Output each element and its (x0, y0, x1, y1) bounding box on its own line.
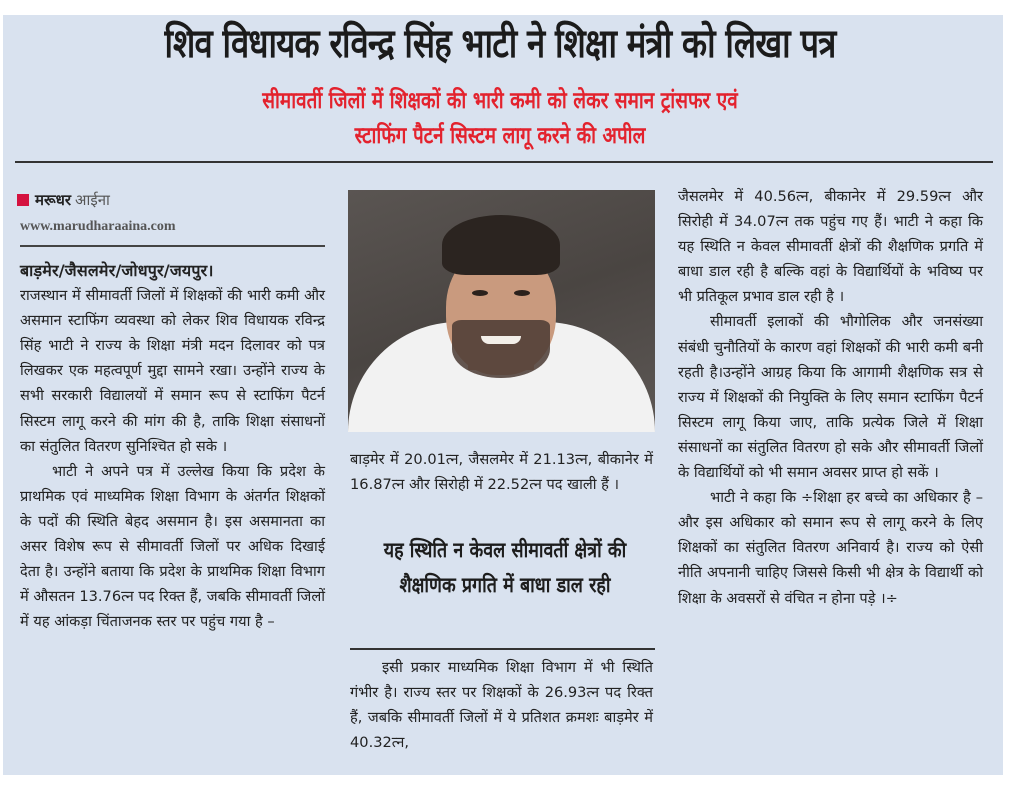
subheadline-line-1: सीमावर्ती जिलों में शिक्षकों की भारी कमी को लेकर समान ट्रांसफर एवं (262, 88, 738, 114)
right-column (678, 184, 983, 611)
middle-column-continued (350, 655, 653, 755)
paragraph: भाटी ने कहा कि ÷शिक्षा हर बच्चे का अधिकार है – और इस अधिकार को समान रूप से लागू करने के लिए शिक्षकों का संतुलित वितरण अनिवार्य है। राज्य को ऐसी नीति अपनानी चाहिए जिससे किसी भी क्षेत्र के विद्यार्थी को शिक्षा के अवसरों से वंचित न होना पड़े ।÷ (678, 489, 983, 607)
pull-quote: यह स्थिति न केवल सीमावर्ती क्षेत्रों की शैक्षणिक प्रगति में बाधा डाल रही (383, 538, 627, 597)
paragraph: राजस्थान में सीमावर्ती जिलों में शिक्षकों की भारी कमी और असमान स्टाफिंग व्यवस्था को लेकर शिव विधायक रविन्द्र सिंह भाटी ने राज्य के शिक्षा मंत्री मदन दिलावर को पत्र लिखकर एक महत्वपूर्ण मुद्दा सामने रखा। उन्होंने राज्य के सभी सरकारी विद्यालयों में समान रूप से स्टाफिंग पैटर्न सिस्टम लागू करने की मांग की है, ताकि शिक्षा संसाधनों का संतुलित वितरण सुनिश्चित हो सके । (20, 287, 325, 455)
portrait-photo (348, 190, 655, 432)
subheadline (90, 84, 910, 154)
left-column (20, 258, 325, 634)
beard-shape (452, 320, 550, 378)
brand-name-light: आईना (75, 191, 110, 209)
headline: शिव विधायक रविन्द्र सिंह भाटी ने शिक्षा मंत्री को लिखा पत्र (164, 21, 836, 67)
brand-byline (17, 190, 110, 210)
eye-shape (472, 290, 488, 296)
paragraph: इसी प्रकार माध्यमिक शिक्षा विभाग में भी स्थिति गंभीर है। राज्य स्तर पर शिक्षकों के 26.93त्न पद रिक्त हैं, जबकि सीमावर्ती जिलों में ये प्रतिशत क्रमशः बाड़मेर में 40.32त्न, (350, 659, 653, 752)
eye-shape (514, 290, 530, 296)
paragraph: भाटी ने अपने पत्र में उल्लेख किया कि प्रदेश के प्राथमिक एवं माध्यमिक शिक्षा विभाग के अंतर्गत शिक्षकों के पदों की स्थिति बेहद असमान है। इस असमानता का असर विशेष रूप से सीमावर्ती जिलों पर अधिक दिखाई देता है। उन्होंने बताया कि प्रदेश के प्राथमिक शिक्षा विभाग में औसतन 13.76त्न पद रिक्त हैं, जबकि सीमावर्ती जिलों में यह आंकड़ा चिंताजनक स्तर पर पहुंच गया है – (20, 462, 325, 631)
hair-shape (442, 215, 560, 275)
divider (20, 245, 325, 247)
dateline: बाड़मेर/जैसलमेर/जोधपुर/जयपुर। (20, 261, 214, 280)
middle-column (350, 447, 653, 497)
paragraph: बाड़मेर में 20.01त्न, जैसलमेर में 21.13त्न, बीकानेर में 16.87त्न और सिरोही में 22.52त्न पद खाली हैं । (350, 451, 653, 494)
brand-name-bold: मरूधर (35, 191, 71, 209)
smile-shape (481, 336, 521, 344)
paragraph: सीमावर्ती इलाकों की भौगोलिक और जनसंख्या संबंधी चुनौतियों के कारण वहां शिक्षकों की भारी कमी बनी रहती है।उन्होंने आग्रह किया कि आगामी शैक्षणिक सत्र से राज्य में शिक्षकों की नियुक्ति के लिए समान स्टाफिंग पैटर्न सिस्टम लागू किया जाए, ताकि प्रत्येक जिले में शिक्षा संसाधनों का संतुलित वितरण हो सके और सीमावर्ती जिलों के विद्यार्थियों को भी समान अवसर प्राप्त हो सकें । (678, 313, 983, 482)
brand-square-icon (17, 194, 29, 206)
divider (350, 648, 655, 650)
divider (15, 161, 993, 163)
subheadline-line-2: स्टाफिंग पैटर्न सिस्टम लागू करने की अपील (354, 123, 646, 149)
website-link[interactable]: www.marudharaaina.com (20, 219, 176, 234)
paragraph: जैसलमेर में 40.56त्न, बीकानेर में 29.59त्न और सिरोही में 34.07त्न तक पहुंच गए हैं। भाटी ने कहा कि यह स्थिति न केवल सीमावर्ती क्षेत्रों की शैक्षणिक प्रगति में बाधा डाल रही है बल्कि वहां के विद्यार्थियों के भविष्य पर भी प्रतिकूल प्रभाव डाल रही है । (678, 188, 983, 306)
